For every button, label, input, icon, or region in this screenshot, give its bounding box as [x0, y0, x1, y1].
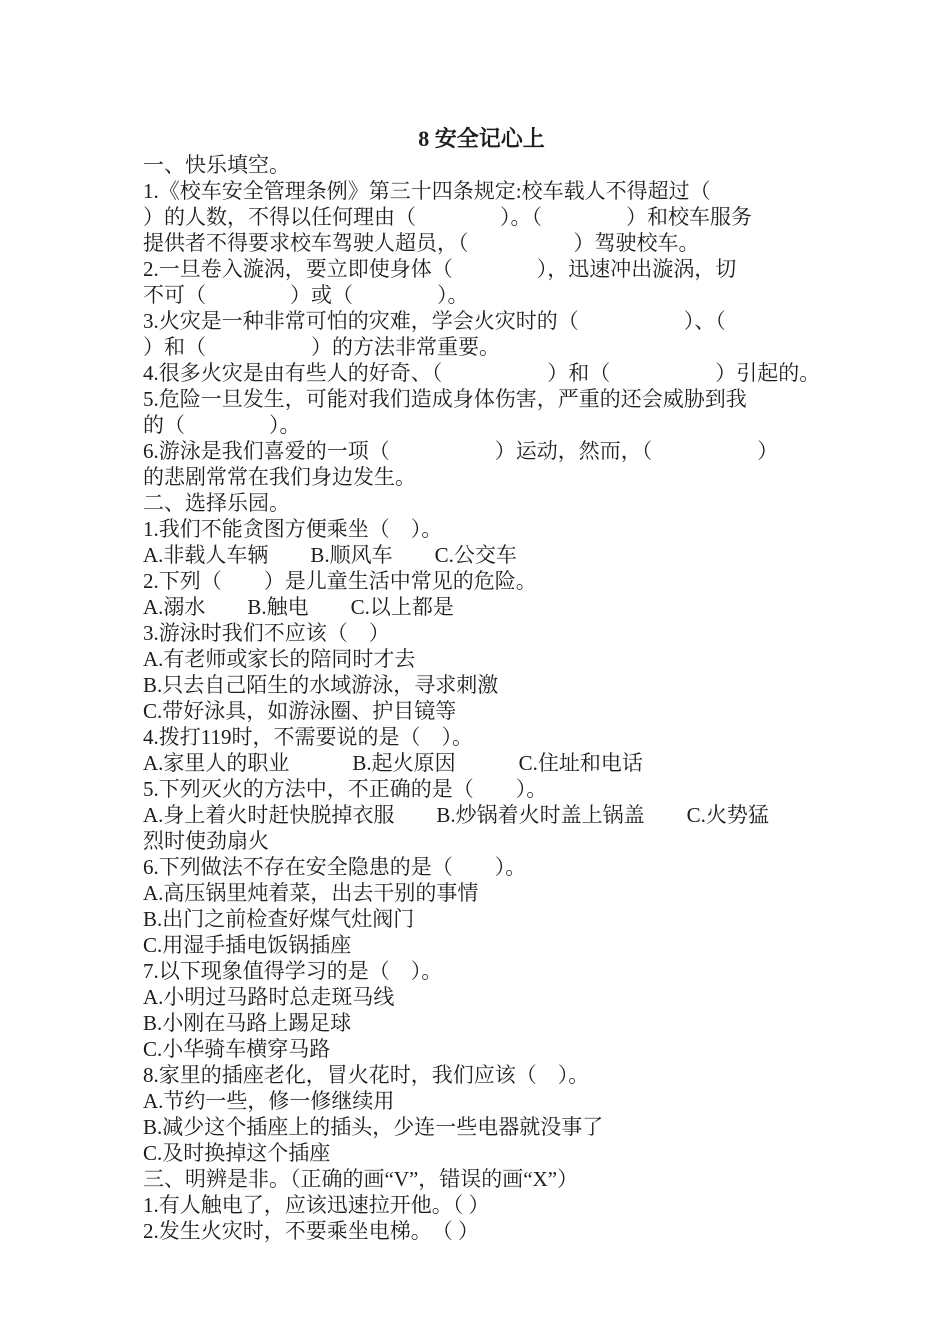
text-line: C.小华骑车横穿马路: [143, 1037, 331, 1061]
text-line: 不可（ ）或（ ）。: [143, 283, 469, 307]
text-line: 2.发生火灾时，不要乘坐电梯。 （ ）: [143, 1219, 479, 1243]
text-line: 4.很多火灾是由有些人的好奇、（ ）和（ ）引起的。: [143, 361, 821, 385]
text-line: A.小明过马路时总走斑马线: [143, 985, 395, 1009]
text-line: C.用湿手插电饭锅插座: [143, 933, 352, 957]
section-heading-multiple-choice: 二、选择乐园。: [143, 491, 290, 515]
text-line: 烈时使劲扇火: [143, 829, 269, 853]
text-line: 1.我们不能贪图方便乘坐（ ）。: [143, 517, 443, 541]
text-line: 1.有人触电了，应该迅速拉开他。（ ）: [143, 1193, 490, 1217]
text-line: 5.下列灭火的方法中，不正确的是（ ）。: [143, 777, 548, 801]
section-multiple-choice: [143, 490, 820, 1166]
text-line: A.溺水 B.触电 C.以上都是: [143, 595, 454, 619]
worksheet-title: 8 安全记心上: [418, 126, 545, 151]
text-line: 的（ ）。: [143, 413, 301, 437]
text-line: 6.下列做法不存在安全隐患的是（ ）。: [143, 855, 527, 879]
text-line: C.及时换掉这个插座: [143, 1141, 331, 1165]
text-line: 8.家里的插座老化，冒火花时，我们应该（ ）。: [143, 1063, 590, 1087]
section-true-false: [143, 1166, 820, 1244]
text-line: 5.危险一旦发生，可能对我们造成身体伤害，严重的还会威胁到我: [143, 387, 747, 411]
text-line: B.出门之前检查好煤气灶阀门: [143, 907, 415, 931]
text-line: 的悲剧常常在我们身边发生。: [143, 465, 416, 489]
text-line: 2.下列（ ）是儿童生活中常见的危险。: [143, 569, 537, 593]
text-line: A.有老师或家长的陪同时才去: [143, 647, 416, 671]
text-line: 6.游泳是我们喜爱的一项（ ）运动，然而，（ ）: [143, 439, 779, 463]
text-line: A.非载人车辆 B.顺风车 C.公交车: [143, 543, 517, 567]
text-line: A.身上着火时赶快脱掉衣服 B.炒锅着火时盖上锅盖 C.火势猛: [143, 803, 769, 827]
section-heading-fill-in-blanks: 一、快乐填空。: [143, 153, 290, 177]
text-line: 7.以下现象值得学习的是（ ）。: [143, 959, 443, 983]
text-line: A.高压锅里炖着菜，出去干别的事情: [143, 881, 479, 905]
section-heading-true-false: 三、明辨是非。（正确的画“V”，错误的画“X”）: [143, 1167, 579, 1191]
text-line: A.节约一些，修一修继续用: [143, 1089, 395, 1113]
section-fill-in-blanks: [143, 152, 820, 490]
text-line: 提供者不得要求校车驾驶人超员，（ ）驾驶校车。: [143, 231, 700, 255]
text-line: 2.一旦卷入漩涡，要立即使身体（ ），迅速冲出漩涡，切: [143, 257, 737, 281]
text-line: B.只去自己陌生的水域游泳，寻求刺激: [143, 673, 499, 697]
text-line: A.家里人的职业 B.起火原因 C.住址和电话: [143, 751, 643, 775]
text-line: B.小刚在马路上踢足球: [143, 1011, 352, 1035]
text-line: 3.火灾是一种非常可怕的灾难，学会火灾时的（ ）、（: [143, 309, 726, 333]
text-line: ）的人数，不得以任何理由（ ）。（ ）和校车服务: [143, 205, 752, 229]
text-line: ）和（ ）的方法非常重要。: [143, 335, 500, 359]
text-line: C.带好泳具，如游泳圈、护目镜等: [143, 699, 457, 723]
text-line: 1.《校车安全管理条例》第三十四条规定:校车载人不得超过（: [143, 179, 711, 203]
text-line: B.减少这个插座上的插头，少连一些电器就没事了: [143, 1115, 604, 1139]
worksheet-body: [143, 152, 820, 1244]
text-line: 4.拨打119时，不需要说的是（ ）。: [143, 725, 473, 749]
text-line: 3.游泳时我们不应该（ ）: [143, 621, 390, 645]
